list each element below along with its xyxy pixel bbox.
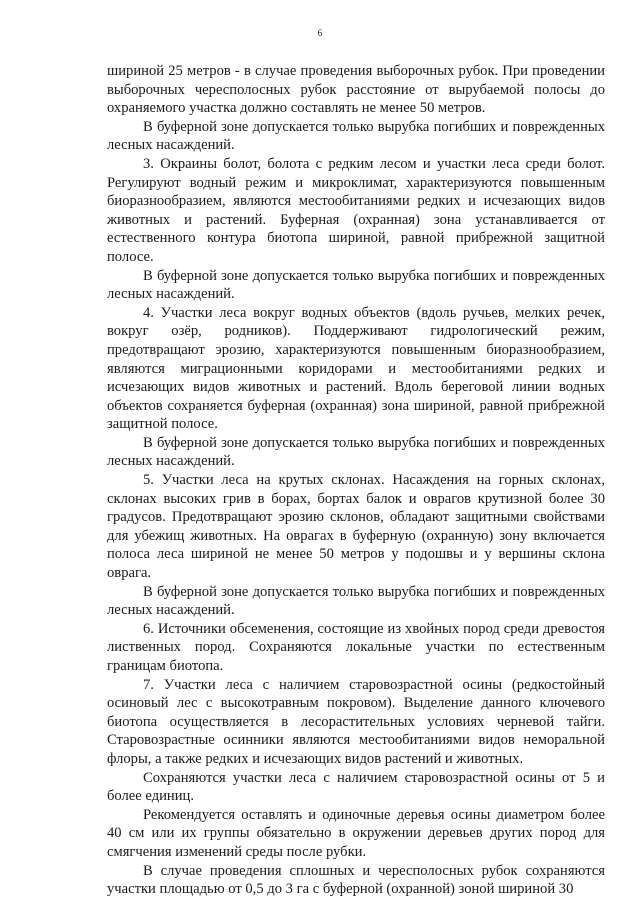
paragraph-item-6-seed-sources: 6. Источники обсеменения, состоящие из хвойных пород среди древостоя лиственных пород. Сохраняются локальные участки по естественным границам биотопа. <box>107 620 605 674</box>
document-body <box>107 62 605 899</box>
paragraph-continuation: шириной 25 метров - в случае проведения выборочных рубок. При проведении выборочных чересполосных рубок расстояние от вырубаемой полосы до охраняемого участка должно составлять не менее 50 метров. <box>107 63 605 117</box>
page-number: 6 <box>317 28 323 38</box>
paragraph-buffer-zone-note: В буферной зоне допускается только вырубка погибших и поврежденных лесных насаждений. <box>107 583 605 619</box>
paragraph-aspen-retention: Сохраняются участки леса с наличием старовозрастной осины от 5 и более единиц. <box>107 769 605 805</box>
paragraph-buffer-zone-note: В буферной зоне допускается только вырубка погибших и поврежденных лесных насаждений. <box>107 267 605 303</box>
paragraph-item-7-old-aspen: 7. Участки леса с наличием старовозрастной осины (редкостойный осиновый лес с высокотравным покровом). Выделение данного ключевого биотопа осуществляется в лесорастительных условиях черневой тайги. Старовозрастные осинники являются местообитаниями видов неморальной флоры, а также редких и исчезающих видов растений и животных. <box>107 676 605 767</box>
paragraph-item-4-water-objects: 4. Участки леса вокруг водных объектов (вдоль ручьев, мелких речек, вокруг озёр, родников). Поддерживают гидрологический режим, предотвращают эрозию, характеризуются повышенным биоразнообразием, являются миграционными коридорами и местообитаниями редких и исчезающих видов животных и растений. Вдоль береговой линии водных объектов сохраняется буферная (охранная) зона шириной, равной прибрежной защитной полосе. <box>107 304 605 433</box>
paragraph-buffer-zone-note: В буферной зоне допускается только вырубка погибших и поврежденных лесных насаждений. <box>107 434 605 470</box>
paragraph-buffer-zone-note: В буферной зоне допускается только вырубка погибших и поврежденных лесных насаждений. <box>107 118 605 154</box>
paragraph-aspen-recommendation: Рекомендуется оставлять и одиночные деревья осины диаметром более 40 см или их группы обязательно в окружении деревьев других пород для смягчения изменений среды после рубки. <box>107 806 605 860</box>
paragraph-item-5-steep-slopes: 5. Участки леса на крутых склонах. Насаждения на горных склонах, склонах высоких грив в борах, бортах балок и оврагов крутизной более 30 градусов. Предотвращают эрозию склонов, обладают защитными свойствами для убежищ животных. На оврагах в буферную (охранную) зону включается полоса леса шириной не менее 50 метров у подошвы и у вершины склона оврага. <box>107 472 605 582</box>
paragraph-clear-cut-retention: В случае проведения сплошных и чересполосных рубок сохраняются участки площадью от 0,5 до 3 га с буферной (охранной) зоной шириной 30 <box>107 862 605 898</box>
paragraph-item-3-bog-edges: 3. Окраины болот, болота с редким лесом и участки леса среди болот. Регулируют водный режим и микроклимат, характеризуются повышенным биоразнообразием, являются местообитаниями редких и исчезающих видов животных и растений. Буферная (охранная) зона устанавливается от естественного контура биотопа шириной, равной прибрежной защитной полосе. <box>107 155 605 265</box>
